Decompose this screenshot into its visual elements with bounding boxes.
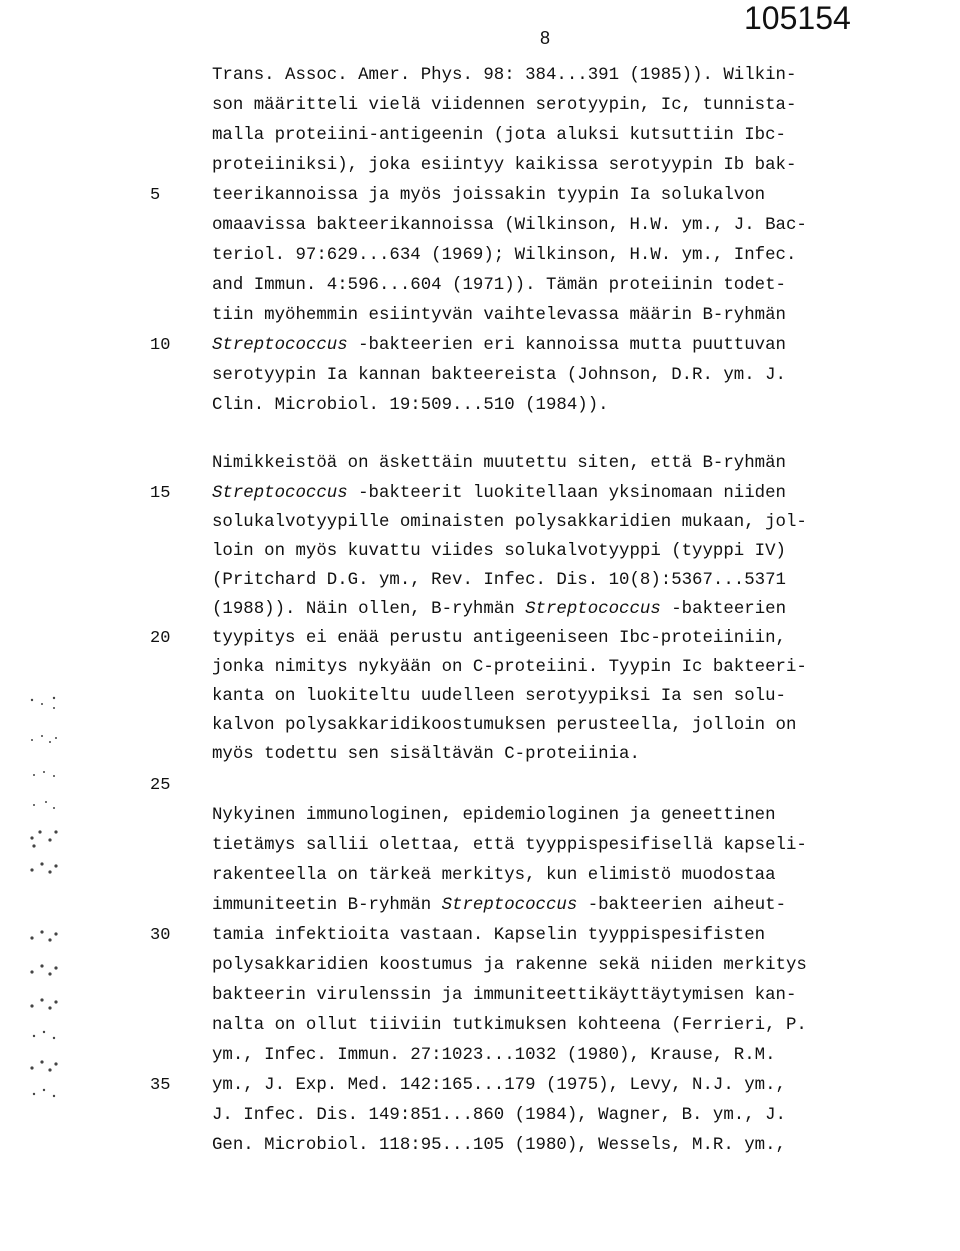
line-number: 35 <box>150 1076 171 1095</box>
text-line: Nimikkeistöä on äskettäin muutettu siten, että B-ryhmän <box>212 454 786 473</box>
text-line: tietämys sallii olettaa, että tyyppispesifisellä kapseli- <box>212 836 807 855</box>
text-line: ym., J. Exp. Med. 142:165...179 (1975), Levy, N.J. ym., <box>212 1076 786 1095</box>
text-line: malla proteiini-antigeenin (jota aluksi kutsuttiin Ibc- <box>212 126 786 145</box>
text-line: proteiiniksi), joka esiintyy kaikissa serotyypin Ib bak- <box>212 156 797 175</box>
document-number: 105154 <box>744 0 851 36</box>
text-line: jonka nimitys nykyään on C-proteiini. Tyypin Ic bakteeri- <box>212 658 807 677</box>
line-number: 10 <box>150 336 171 355</box>
text-line: teriol. 97:629...634 (1969); Wilkinson, H.W. ym., Infec. <box>212 246 797 265</box>
text-line: solukalvotyypille ominaisten polysakkaridien mukaan, jol- <box>212 513 807 532</box>
text-line: kalvon polysakkaridikoostumuksen perusteella, jolloin on <box>212 716 797 735</box>
text-line: Streptococcus -bakteerit luokitellaan yksinomaan niiden <box>212 484 786 503</box>
text-line: serotyypin Ia kannan bakteereista (Johnson, D.R. ym. J. <box>212 366 786 385</box>
text-line: Trans. Assoc. Amer. Phys. 98: 384...391 (1985)). Wilkin- <box>212 66 797 85</box>
line-number: 5 <box>150 186 161 205</box>
text-line: and Immun. 4:596...604 (1971)). Tämän proteiinin todet- <box>212 276 786 295</box>
page-number: 8 <box>540 28 551 48</box>
text-line: Clin. Microbiol. 19:509...510 (1984)). <box>212 396 609 415</box>
text-line: (1988)). Näin ollen, B-ryhmän Streptococcus -bakteerien <box>212 600 786 619</box>
text-line: son määritteli vielä viidennen serotyypin, Ic, tunnista- <box>212 96 797 115</box>
genus-name: Streptococcus <box>525 600 661 619</box>
genus-name: Streptococcus <box>441 896 578 915</box>
text-line: tiin myöhemmin esiintyvän vaihtelevassa määrin B-ryhmän <box>212 306 786 325</box>
text-line: ym., Infec. Immun. 27:1023...1032 (1980), Krause, R.M. <box>212 1046 776 1065</box>
text-line: rakenteella on tärkeä merkitys, kun elimistö muodostaa <box>212 866 776 885</box>
text-line: loin on myös kuvattu viides solukalvotyyppi (tyyppi IV) <box>212 542 786 561</box>
text-line: teerikannoissa ja myös joissakin tyypin Ia solukalvon <box>212 186 766 205</box>
text-line: nalta on ollut tiiviin tutkimuksen kohteena (Ferrieri, P. <box>212 1016 807 1035</box>
text-line: tyypitys ei enää perustu antigeeniseen Ibc-proteiiniin, <box>212 629 786 648</box>
text-line: Nykyinen immunologinen, epidemiologinen ja geneettinen <box>212 806 776 825</box>
text-line: polysakkaridien koostumus ja rakenne sekä niiden merkitys <box>212 956 807 975</box>
genus-name: Streptococcus <box>212 336 348 355</box>
text-line: Gen. Microbiol. 118:95...105 (1980), Wessels, M.R. ym., <box>212 1136 786 1155</box>
genus-name: Streptococcus <box>212 484 348 503</box>
line-number: 15 <box>150 484 171 503</box>
text-line: kanta on luokiteltu uudelleen serotyypiksi Ia sen solu- <box>212 687 786 706</box>
line-number: 30 <box>150 926 171 945</box>
text-line: immuniteetin B-ryhmän Streptococcus -bakteerien aiheut- <box>212 896 787 915</box>
margin-speckle-decoration <box>20 680 100 1100</box>
text-line: myös todettu sen sisältävän C-proteiinia. <box>212 745 640 764</box>
line-number: 25 <box>150 776 171 795</box>
line-number: 20 <box>150 629 171 648</box>
text-line: Streptococcus -bakteerien eri kannoissa mutta puuttuvan <box>212 336 786 355</box>
text-line: (Pritchard D.G. ym., Rev. Infec. Dis. 10(8):5367...5371 <box>212 571 786 590</box>
text-line: J. Infec. Dis. 149:851...860 (1984), Wagner, B. ym., J. <box>212 1106 786 1125</box>
text-line: tamia infektioita vastaan. Kapselin tyyppispesifisten <box>212 926 766 945</box>
text-line: bakteerin virulenssin ja immuniteettikäyttäytymisen kan- <box>212 986 797 1005</box>
text-line: omaavissa bakteerikannoissa (Wilkinson, H.W. ym., J. Bac- <box>212 216 807 235</box>
